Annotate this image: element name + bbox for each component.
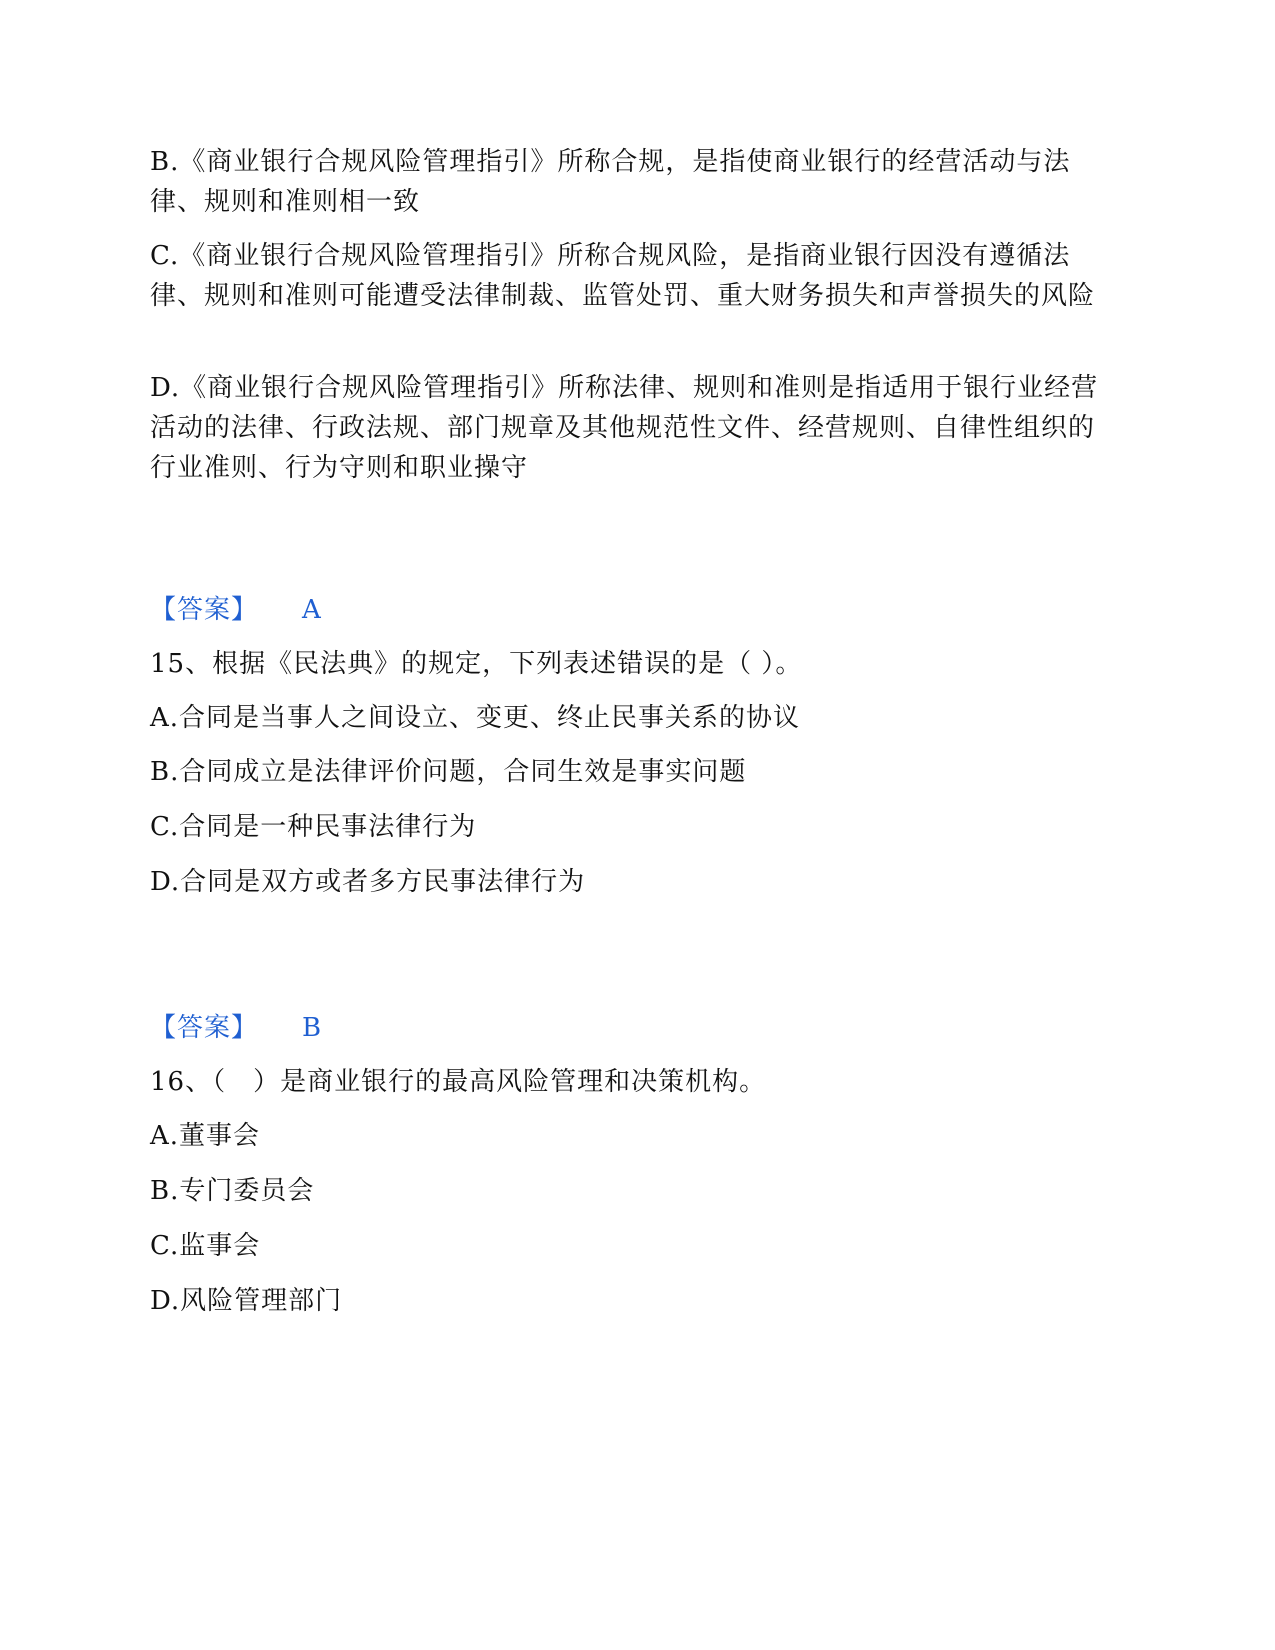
- q14-answer-line: [150, 590, 1110, 630]
- q14-option-c: C.《商业银行合规风险管理指引》所称合规风险，是指商业银行因没有遵循法律、规则和准则可能遭受法律制裁、监管处罚、重大财务损失和声誉损失的风险: [150, 241, 1096, 311]
- q15-option-c: C.合同是一种民事法律行为: [150, 812, 477, 842]
- q15-option-d: D.合同是双方或者多方民事法律行为: [150, 867, 586, 897]
- q15-question: 15、根据《民法典》的规定，下列表述错误的是（ ）。: [150, 649, 803, 679]
- q15-option-b: B.合同成立是法律评价问题，合同生效是事实问题: [150, 757, 747, 787]
- answer-label: 【答案】: [150, 1013, 259, 1043]
- q15-option-a: A.合同是当事人之间设立、变更、终止民事关系的协议: [150, 703, 801, 733]
- q14-option-d: D.《商业银行合规风险管理指引》所称法律、规则和准则是指适用于银行业经营活动的法律、行政法规、部门规章及其他规范性文件、经营规则、自律性组织的行业准则、行为守则和职业操守: [150, 373, 1099, 483]
- answer-label: 【答案】: [150, 595, 259, 625]
- q16-option-a: A.董事会: [150, 1121, 261, 1151]
- q15-answer-line: [150, 1008, 1110, 1048]
- q16-option-d: D.风险管理部门: [150, 1286, 343, 1316]
- q16-option-b: B.专门委员会: [150, 1176, 315, 1206]
- answer-value: B: [302, 1013, 323, 1043]
- q16-option-c: C.监事会: [150, 1231, 261, 1261]
- answer-value: A: [302, 595, 322, 625]
- q14-option-b: B.《商业银行合规风险管理指引》所称合规，是指使商业银行的经营活动与法律、规则和准则相一致: [150, 147, 1071, 217]
- q16-question: 16、（ ）是商业银行的最高风险管理和决策机构。: [150, 1067, 767, 1097]
